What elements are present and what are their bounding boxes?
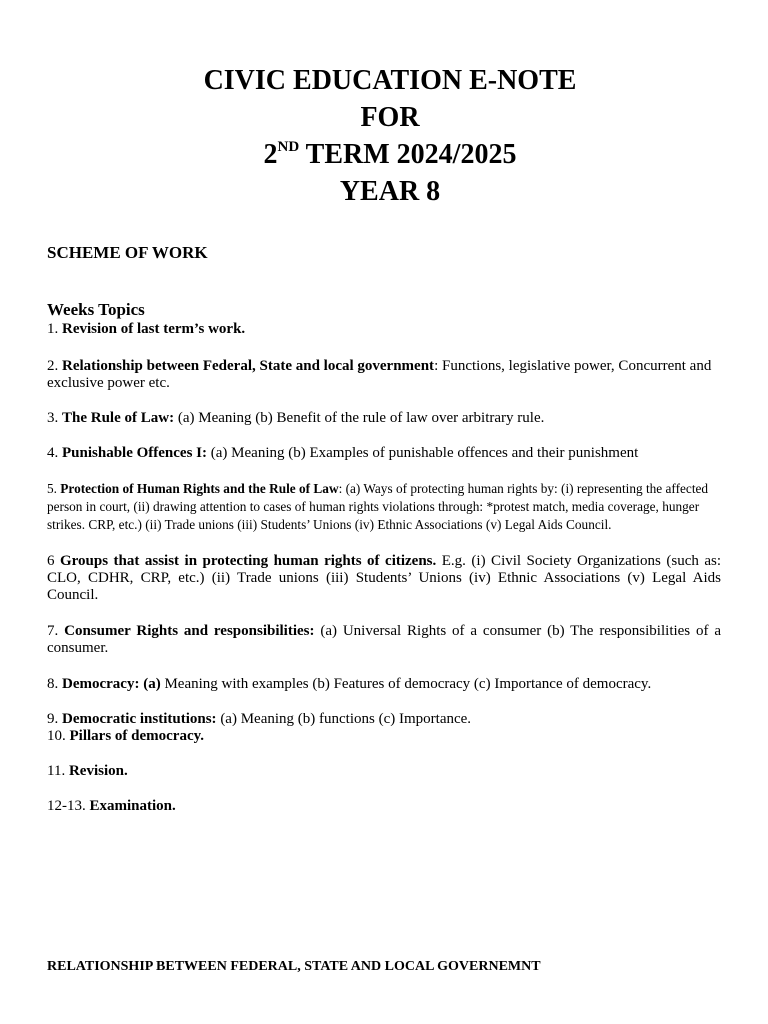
term-number: 2 bbox=[263, 139, 278, 170]
topic-item-2: 2. Relationship between Federal, State and local government: Functions, legislative power, Concurrent and exclusive power etc. bbox=[47, 358, 712, 391]
title-line-1: CIVIC EDUCATION E-NOTE bbox=[203, 65, 577, 96]
topic-item-6: 6 Groups that assist in protecting human rights of citizens. E.g. (i) Civil Society Organizations (such as: CLO, CDHR, CRP, etc.) (ii) Trade unions (iii) Students’ Unions (iv) Ethnic Associations (v) Legal Aids Council. bbox=[47, 553, 722, 603]
term-year: TERM 2024/2025 bbox=[299, 139, 517, 170]
section-heading-relationship: RELATIONSHIP BETWEEN FEDERAL, STATE AND LOCAL GOVERNEMNT bbox=[47, 959, 541, 974]
topic-item-9: 9. Democratic institutions: (a) Meaning (b) functions (c) Importance. bbox=[47, 711, 472, 727]
topic-item-3: 3. The Rule of Law: (a) Meaning (b) Benefit of the rule of law over arbitrary rule. bbox=[47, 410, 545, 426]
term-ordinal-suffix: ND bbox=[277, 139, 300, 155]
topic-item-7: 7. Consumer Rights and responsibilities: (a) Universal Rights of a consumer (b) The responsibilities of a consumer. bbox=[47, 623, 722, 656]
topic-item-11: 11. Revision. bbox=[47, 763, 128, 779]
title-line-4: YEAR 8 bbox=[339, 176, 441, 207]
weeks-topics-heading: Weeks Topics bbox=[47, 300, 145, 319]
topic-item-10: 10. Pillars of democracy. bbox=[47, 728, 205, 744]
title-line-3 bbox=[0, 136, 768, 173]
topic-item-5: 5. Protection of Human Rights and the Rule of Law: (a) Ways of protecting human rights by: (i) representing the affected person in court, (ii) drawing attention to cases of human rights violations through: *protest match, media coverage, hunger strikes. CRP, etc.) (ii) Trade unions (iii) Students’ Unions (iv) Ethnic Associations (v) Legal Aids Council. bbox=[47, 481, 709, 532]
topic-item-12: 12-13. Examination. bbox=[47, 798, 176, 814]
topic-item-1: 1. Revision of last term’s work. bbox=[47, 321, 246, 337]
topic-item-8: 8. Democracy: (a) Meaning with examples (b) Features of democracy (c) Importance of democracy. bbox=[47, 676, 652, 692]
scheme-of-work-heading: SCHEME OF WORK bbox=[47, 243, 208, 262]
topic-item-4: 4. Punishable Offences I: (a) Meaning (b) Examples of punishable offences and their punishment bbox=[47, 445, 639, 461]
document-title bbox=[0, 62, 768, 210]
title-line-2: FOR bbox=[360, 102, 420, 133]
